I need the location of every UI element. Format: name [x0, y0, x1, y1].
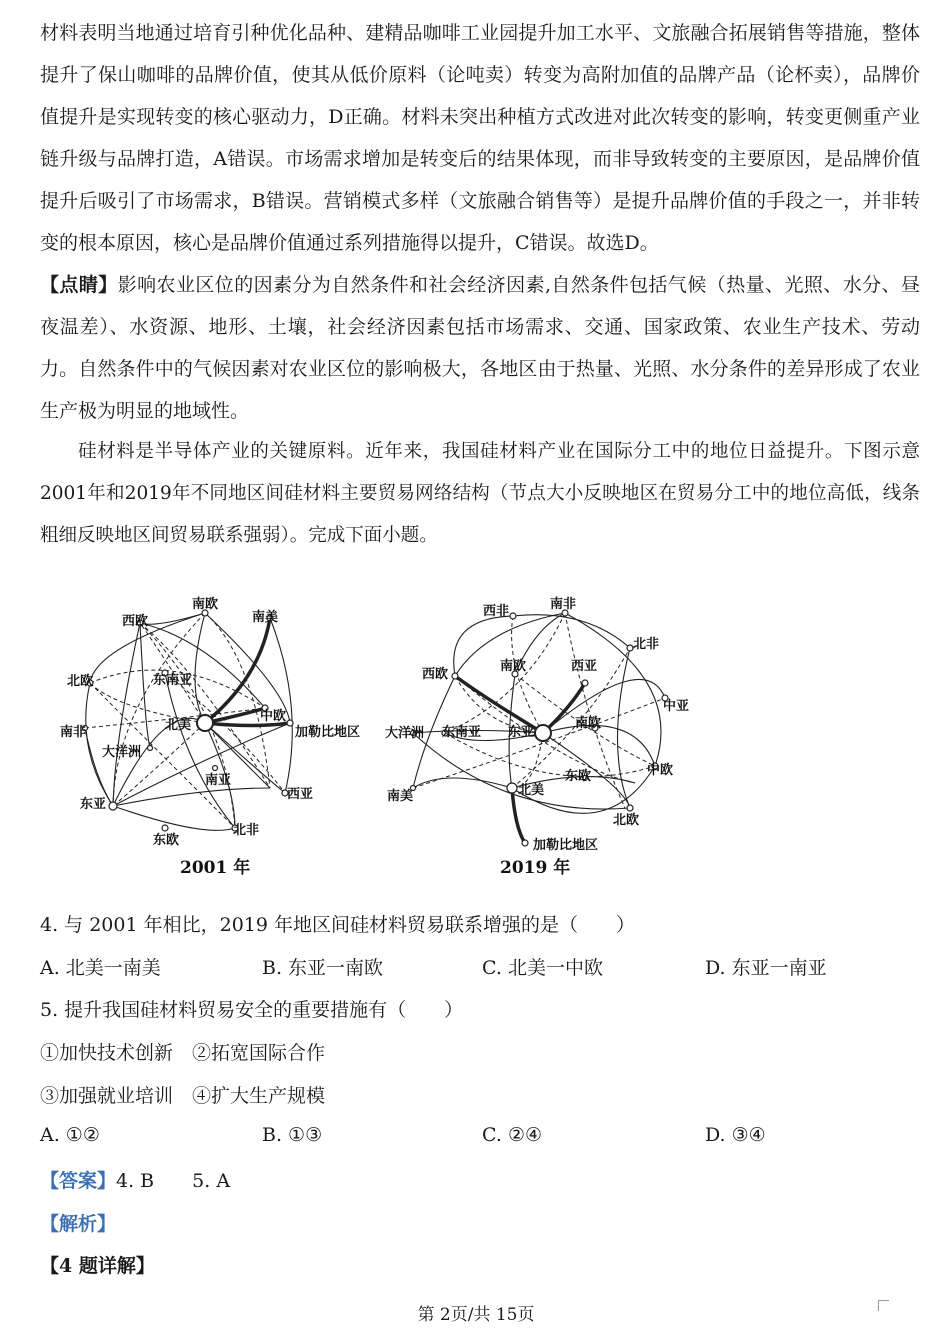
node-2001-caribbean: 加勒比地区	[295, 725, 361, 740]
q5-stem: 5. 提升我国硅材料贸易安全的重要措施有（ ）	[40, 999, 464, 1021]
paragraph-silicon-intro: 硅材料是半导体产业的关键原料。近年来，我国硅材料产业在国际分工中的地位日益提升。下图示意2001年和2019年不同地区间硅材料主要贸易网络结构（节点大小反映地区在贸易分工中的地位高低，线条粗细反映地区间贸易联系强弱）。完成下面小题。	[40, 441, 920, 546]
q5-option-c[interactable]: C. ②④	[482, 1124, 543, 1146]
node-2019-w-asia: 西亚	[571, 659, 598, 674]
node-2019-w-africa: 西非	[483, 604, 510, 619]
node-2001-s-europe: 南欧	[192, 597, 219, 612]
node-2001-n-america: 北美	[165, 718, 192, 733]
node-2001-e-asia: 东亚	[80, 797, 107, 812]
node-2019-s-europe-top: 南欧	[500, 659, 527, 674]
node-2001-n-africa: 北非	[233, 823, 260, 838]
answer-label: 【答案】	[40, 1170, 117, 1192]
q4-stem: 4. 与 2001 年相比，2019 年地区间硅材料贸易联系增强的是（ ）	[40, 914, 635, 936]
caption-2001: 2001 年	[180, 858, 251, 878]
node-2001-c-europe: 中欧	[260, 709, 287, 724]
q5-option-b[interactable]: B. ①③	[262, 1124, 323, 1146]
node-2001-s-asia: 南亚	[205, 773, 232, 788]
q4-option-b[interactable]: B. 东亚一南欧	[262, 957, 384, 979]
q5-items-1: ①加快技术创新 ②拓宽国际合作	[40, 1042, 326, 1064]
node-2001-s-america: 南美	[252, 610, 279, 625]
key-point-text: 影响农业区位的因素分为自然条件和社会经济因素,自然条件包括气候（热量、光照、水分、昼夜温差）、水资源、地形、土壤，社会经济因素包括市场需求、交通、国家政策、农业生产技术、劳动力。自然条件中的气候因素对农业区位的影响极大，各地区由于热量、光照、水分条件的差异形成了农业生产极为明显的地域性。	[40, 274, 920, 422]
page-footer: 第 2页/共 15页	[417, 1305, 535, 1325]
node-2019-se-asia: 东南亚	[442, 725, 482, 740]
paragraph-key-point	[40, 264, 920, 432]
node-2001-e-europe: 东欧	[153, 833, 180, 848]
q4-option-a[interactable]: A. 北美一南美	[40, 957, 161, 979]
node-2019-s-europe: 南欧	[575, 716, 602, 731]
node-2019-c-asia: 中亚	[663, 699, 690, 714]
corner-mark	[878, 1300, 889, 1311]
node-2019-e-europe: 东欧	[565, 769, 592, 784]
node-2019-n-africa: 北非	[633, 637, 660, 652]
q5-items-2: ③加强就业培训 ④扩大生产规模	[40, 1085, 326, 1107]
node-2001-w-europe: 西欧	[122, 614, 149, 629]
analysis-label: 【解析】	[40, 1213, 117, 1235]
q4-detail-label: 【4 题详解】	[40, 1255, 155, 1277]
q5-option-a[interactable]: A. ①②	[40, 1124, 100, 1146]
caption-2019: 2019 年	[500, 858, 571, 878]
node-2019-n-america: 北美	[518, 783, 545, 798]
node-2001-s-africa: 南非	[60, 725, 87, 740]
node-2019-s-africa: 南非	[550, 597, 577, 612]
node-2001-w-asia: 西亚	[287, 787, 314, 802]
node-2001-oceania: 大洋洲	[102, 745, 142, 760]
answer-line	[40, 1166, 230, 1193]
node-2019-c-europe: 中欧	[647, 763, 674, 778]
node-2001-n-europe: 北欧	[67, 674, 94, 689]
paragraph-coffee-explanation: 材料表明当地通过培育引种优化品种、建精品咖啡工业园提升加工水平、文旅融合拓展销售等措施，整体提升了保山咖啡的品牌价值，使其从低价原料（论吨卖）转变为高附加值的品牌产品（论杯卖），品牌价值提升是实现转变的核心驱动力，D正确。材料未突出种植方式改进对此次转变的影响，转变更侧重产业链升级与品牌打造，A错误。市场需求增加是转变后的结果体现，而非导致转变的主要原因，是品牌价值提升后吸引了市场需求，B错误。营销模式多样（文旅融合销售等）是提升品牌价值的手段之一，并非转变的根本原因，核心是品牌价值通过系列措施得以提升，C错误。故选D。	[40, 22, 920, 254]
node-2001-se-asia: 东南亚	[153, 673, 193, 688]
node-2019-caribbean: 加勒比地区	[533, 838, 599, 853]
node-2019-e-asia: 东亚	[508, 725, 535, 740]
node-2019-oceania: 大洋洲	[385, 726, 425, 741]
key-point-label: 【点睛】	[40, 274, 118, 296]
node-2019-s-america: 南美	[387, 789, 414, 804]
network-2019	[385, 596, 689, 878]
q4-option-d[interactable]: D. 东亚一南亚	[705, 957, 827, 979]
network-2001	[60, 596, 360, 878]
q5-option-d[interactable]: D. ③④	[705, 1124, 766, 1146]
answer-text: 4. B 5. A	[116, 1170, 231, 1192]
q4-option-c[interactable]: C. 北美一中欧	[482, 957, 603, 979]
trade-network-svg	[55, 588, 755, 888]
trade-network-figure	[55, 588, 755, 888]
node-2019-w-europe: 西欧	[422, 667, 449, 682]
node-2019-n-europe: 北欧	[613, 813, 640, 828]
